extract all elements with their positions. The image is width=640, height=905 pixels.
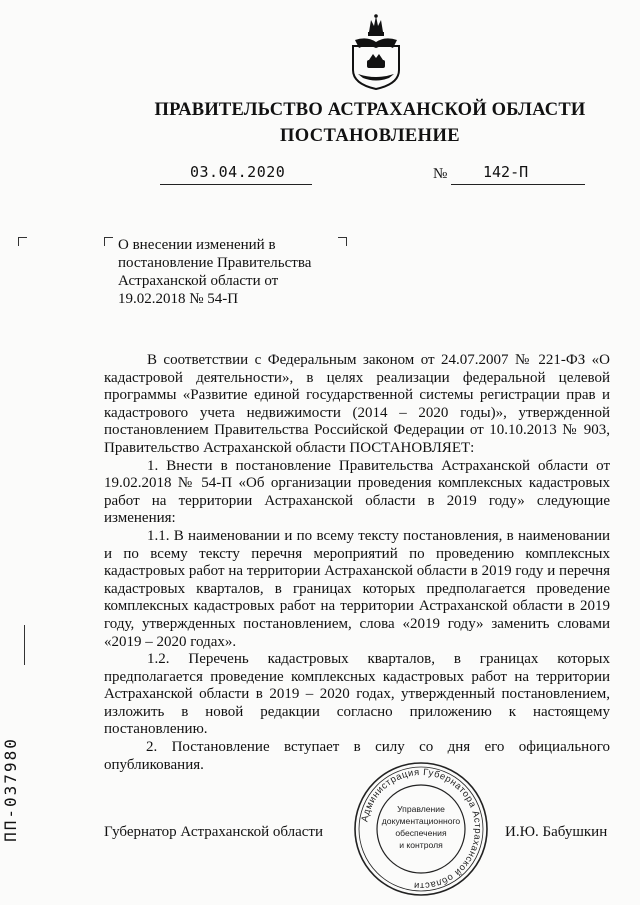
item-1-2-paragraph: 1.2. Перечень кадастровых кварталов, в границах которых предполагается проведение комплексных кадастровых работ на территории Астраханской области в 2019 – 2020 годах, утвержденный постановлением, изложить в новой редакции согласно приложению к настоящему постановлению.: [104, 651, 610, 738]
decree-body: [104, 352, 610, 774]
stamp-line: и контроля: [399, 840, 443, 850]
stamp-line: обеспечения: [395, 828, 447, 838]
subject-line: О внесении изменений в: [118, 237, 276, 253]
document-type-title: ПОСТАНОВЛЕНИЕ: [279, 126, 460, 146]
subject-corner-left: [104, 237, 113, 246]
signatory-name: И.Ю. Бабушкин: [505, 824, 608, 840]
subject-line: Астраханской области от: [118, 273, 279, 289]
coat-of-arms-icon: [349, 14, 403, 90]
registration-code-text: ПП-037980: [0, 737, 20, 842]
document-date: 03.04.2020: [190, 163, 286, 181]
date-underline: [160, 184, 312, 185]
subject-block: [118, 236, 332, 308]
stamp-line: документационного: [381, 816, 461, 826]
subject-line: 19.02.2018 № 54-П: [118, 291, 239, 307]
item-1-paragraph: 1. Внести в постановление Правительства Астраханской области от 19.02.2018 № 54-П «Об организации проведения комплексных кадастровых работ на территории Астраханской области в 2019 году» следующие изменения:: [104, 457, 610, 527]
number-sign: №: [433, 166, 448, 182]
stamp-ring-text: Администрация Губернатора Астраханской области: [358, 765, 485, 893]
subject-line: постановление Правительства: [118, 255, 312, 271]
document-number: 142-П: [483, 163, 529, 181]
margin-corner-mark: [18, 237, 27, 246]
official-stamp-icon: [349, 762, 493, 896]
item-2-paragraph: 2. Постановление вступает в силу со дня его официального опубликования.: [104, 739, 610, 773]
signatory-position: Губернатор Астраханской области: [104, 824, 324, 840]
stamp-line: Управление: [397, 804, 445, 814]
subject-corner-right: [338, 237, 347, 246]
item-1-1-paragraph: 1.1. В наименовании и по всему тексту постановления, в наименовании и по всему тексту перечня мероприятий по проведению комплексных кадастровых работ на территории Астраханской области в 2019 году и перечня кадастровых кварталов, в границах которых предполагается проведение комплексных кадастровых работ на территории Астраханской области в 2019 году, утвержденных постановлением, слова «2019 году» заменить словами «2019 – 2020 годах».: [104, 527, 610, 650]
margin-mark: [24, 625, 25, 665]
preamble-paragraph: В соответствии с Федеральным законом от 24.07.2007 № 221-ФЗ «О кадастровой деятельности», в целях реализации федеральной целевой программы «Развитие единой государственной системы регистрации прав и кадастрового учета недвижимости (2014 – 2020 годы)», утвержденной постановлением Правительства Российской Федерации от 10.10.2013 № 903, Правительство Астраханской области ПОСТАНОВЛЯЕТ:: [104, 352, 610, 456]
registration-code: [0, 720, 40, 860]
number-underline: [451, 184, 585, 185]
organization-title: ПРАВИТЕЛЬСТВО АСТРАХАНСКОЙ ОБЛАСТИ: [154, 100, 586, 120]
